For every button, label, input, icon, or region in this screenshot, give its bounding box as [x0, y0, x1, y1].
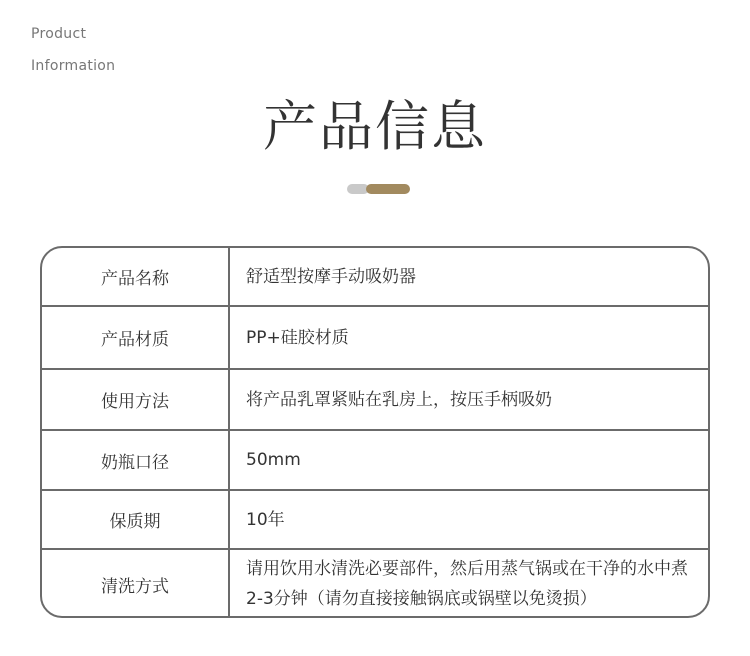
table-row	[42, 248, 708, 307]
row-label: 保质期	[42, 491, 230, 548]
product-label: Product	[31, 26, 87, 42]
table-row	[42, 307, 708, 370]
divider-pill-gold	[366, 184, 410, 194]
table-row	[42, 491, 708, 550]
row-label: 产品名称	[42, 248, 230, 305]
row-label: 使用方法	[42, 370, 230, 429]
table-row	[42, 370, 708, 431]
table-row	[42, 550, 708, 618]
table-row	[42, 431, 708, 491]
row-value: 将产品乳罩紧贴在乳房上，按压手柄吸奶	[246, 389, 552, 410]
information-label: Information	[31, 58, 116, 74]
row-value: 10年	[246, 509, 285, 530]
row-label: 产品材质	[42, 307, 230, 368]
row-value: 请用饮用水清洗必要部件，然后用蒸气锅或在干净的水中煮2-3分钟（请勿直接接触锅底或锅壁以免烫损）	[246, 559, 688, 609]
row-value: 50mm	[246, 450, 301, 470]
row-label: 奶瓶口径	[42, 431, 230, 489]
product-info-table	[40, 246, 710, 618]
row-value: PP+硅胶材质	[246, 327, 349, 348]
row-label: 清洗方式	[42, 550, 230, 618]
page-title: 产品信息	[263, 95, 487, 158]
title-divider	[347, 184, 411, 194]
row-value: 舒适型按摩手动吸奶器	[246, 266, 416, 287]
